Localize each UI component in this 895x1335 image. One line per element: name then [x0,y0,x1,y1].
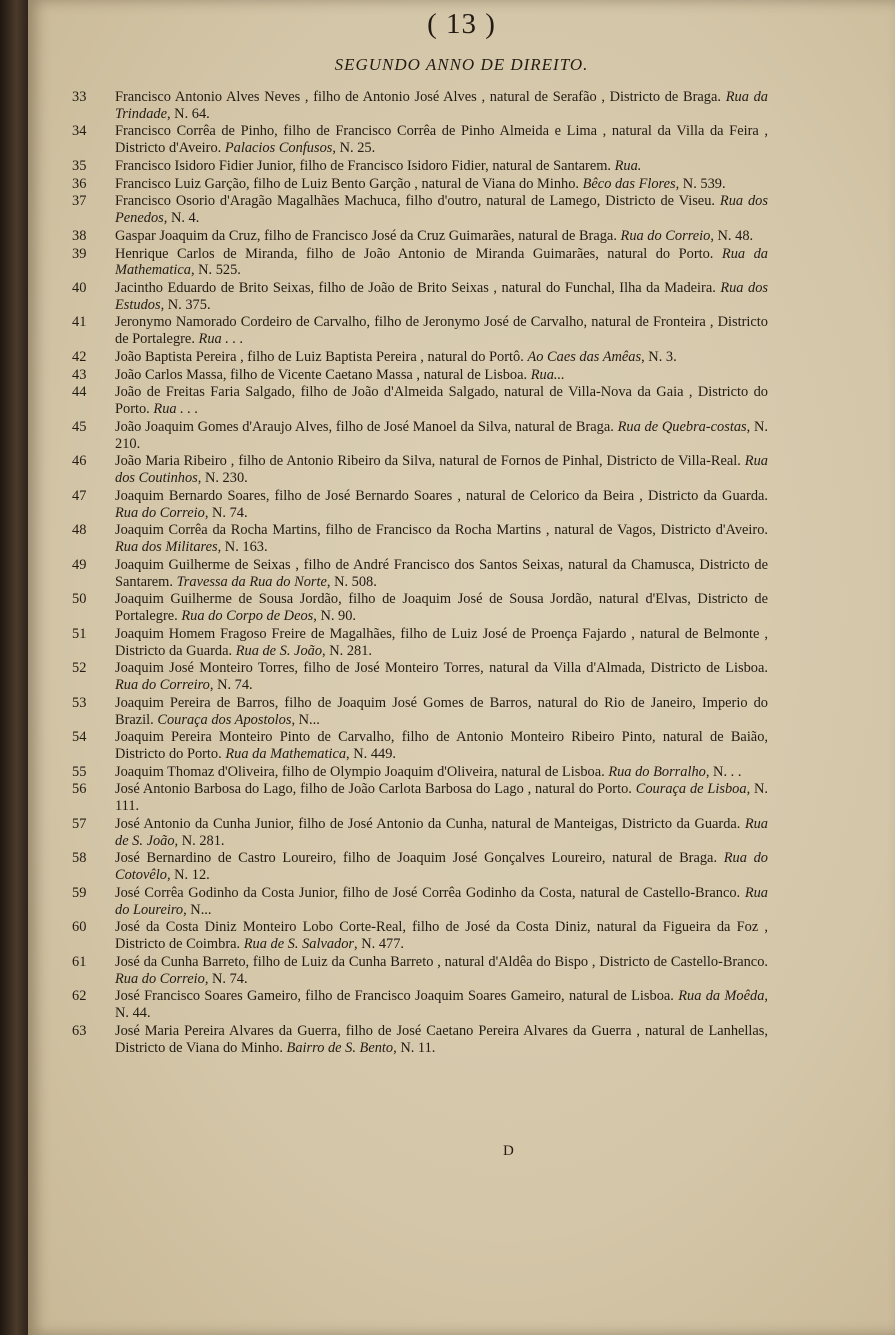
entry-address: Rua... [530,366,565,383]
entry-house-number: , N. 375. [160,296,211,313]
list-item [72,695,768,729]
entry-number: 41 [72,314,87,331]
entry-description: Francisco Antonio Alves Neves , filho de Antonio José Alves , natural de Serafão , Districto de Braga. [115,89,721,105]
entry-description: Gaspar Joaquim da Cruz, filho de Francisco José da Cruz Guimarães, natural de Braga. [115,227,617,244]
entry-number: 35 [72,157,87,174]
entry-number: 38 [72,227,87,244]
entry-number: 56 [72,781,87,798]
list-item [72,660,768,694]
list-item [72,885,768,919]
entry-address: Rua da Trindade [115,89,768,122]
entry-address: Rua do Correio [115,504,205,521]
entry-description: Jeronymo Namorado Cordeiro de Carvalho, filho de Jeronymo José de Carvalho, natural de Fronteira , Districto de Portalegre. [115,314,768,348]
entry-number: 42 [72,348,87,365]
entry-address: Rua de S. João [235,642,323,659]
entry-text [115,123,768,157]
entry-text [115,816,768,850]
list-item [72,764,768,781]
entry-number: 57 [72,815,87,832]
entry-number: 37 [72,193,87,210]
list-item [72,419,768,453]
entry-description: José Francisco Soares Gameiro, filho de Francisco Joaquim Soares Gameiro, natural de Lisboa. [115,988,674,1005]
entry-text [115,695,768,729]
entry-address: Bêco das Flores [582,175,676,192]
list-item [72,781,768,815]
entry-number: 40 [72,280,87,296]
entry-address: Rua . . . [198,331,244,348]
entry-house-number: , N... [183,901,212,918]
entry-description: José Antonio Barbosa do Lago, filho de João Carlota Barbosa do Lago , natural do Porto. [115,781,632,798]
entry-house-number: , N. 4. [163,210,200,227]
entry-house-number: , N. 74. [209,677,253,694]
entry-description: Francisco Osorio d'Aragão Magalhães Machuca, filho d'outro, natural de Lamego, Districto de Viseu. [115,193,715,210]
entry-text [115,193,768,227]
entry-address: Rua dos Militares [115,539,218,556]
entry-description: Joaquim Pereira de Barros, filho de Joaquim José Gomes de Barros, natural do Rio de Janeiro, Imperio do Brazil. [115,694,768,728]
entry-house-number: , N. 74. [204,504,248,521]
entry-description: Joaquim Pereira Monteiro Pinto de Carvalho, filho de Antonio Monteiro Ribeiro Pinto, natural de Baião, Districto do Porto. [115,729,768,762]
entry-address: Rua do Correio [115,970,205,987]
entry-address: Travessa da Rua do Norte [176,573,327,590]
entry-house-number: , N. 25. [332,140,376,157]
entry-text [115,453,768,487]
entry-house-number: , N. 11. [393,1039,436,1056]
list-item [72,557,768,591]
list-item [72,729,768,763]
entry-house-number: , N. 3. [641,348,677,365]
student-list [72,89,768,1057]
entry-text [115,729,768,763]
entry-house-number: , N. 48. [710,227,754,244]
entry-text [115,626,768,660]
list-item [72,522,768,556]
entry-text [115,781,768,815]
list-item [72,850,768,884]
entry-text [115,228,768,245]
entry-description: José Bernardino de Castro Loureiro, filho de Joaquim José Gonçalves Loureiro, natural de Braga. [115,850,718,867]
list-item [72,193,768,227]
entry-number: 34 [72,123,87,140]
list-item [72,367,768,384]
list-item [72,349,768,366]
entry-address: Rua do Correio [620,227,711,244]
entry-address: Rua dos Coutinhos [115,453,768,487]
entry-number: 50 [72,591,87,608]
entry-address: Rua de S. João [115,815,768,849]
entry-address: Rua. [614,157,642,174]
entry-text [115,367,768,384]
entry-text [115,384,768,418]
entry-text [115,885,768,919]
entry-house-number: , N. 230. [197,470,248,487]
entry-text [115,349,768,366]
list-item [72,954,768,988]
entry-number: 62 [72,988,87,1005]
entry-address: Rua do Cotovêlo [115,850,768,884]
entry-house-number: , N. 12. [166,867,210,884]
entry-description: João Joaquim Gomes d'Araujo Alves, filho de José Manoel da Silva, natural de Braga. [115,418,614,435]
entry-text [115,988,768,1022]
list-item [72,89,768,123]
list-item [72,384,768,418]
entry-number: 54 [72,729,87,746]
list-item [72,919,768,953]
entry-text [115,660,768,694]
entry-text [115,419,768,453]
entry-house-number: , N. 44. [115,988,769,1022]
entry-description: José da Cunha Barreto, filho de Luiz da Cunha Barreto , natural d'Aldêa do Bispo , Districto de Castello-Branco. [115,953,768,970]
entry-house-number: , N. 74. [204,970,248,987]
entry-address: Ao Caes das Amêas [527,348,642,365]
entry-house-number: , N. 281. [322,642,372,659]
entry-house-number: , N. 210. [115,418,768,452]
entry-address: Rua do Corpo de Deos [181,608,314,625]
entry-description: Joaquim Homem Fragoso Freire de Magalhães, filho de Luiz José de Proença Fajardo , natural de Belmonte , Districto da Guarda. [115,625,768,659]
entry-text [115,314,768,348]
entry-text [115,591,768,625]
entry-number: 52 [72,660,87,677]
entry-address: Rua da Mathematica [225,745,347,762]
entry-text [115,557,768,591]
entry-house-number: , N. 64. [166,105,210,122]
entry-house-number: , N. 477. [354,936,404,953]
list-item [72,626,768,660]
entry-description: Joaquim Guilherme de Seixas , filho de André Francisco dos Santos Seixas, natural da Chamusca, Districto de Santarem. [115,556,768,590]
entry-text [115,158,768,175]
entry-house-number: , N. 111. [115,781,768,815]
list-item [72,228,768,245]
entry-description: José da Costa Diniz Monteiro Lobo Corte-Real, filho de José da Costa Diniz, natural da Figueira da Foz , Districto de Coimbra. [115,919,768,953]
section-heading: SEGUNDO ANNO DE DIREITO. [334,55,589,74]
signature-mark: D [503,1143,514,1159]
entry-house-number: , N. 281. [174,832,225,849]
entry-house-number: , N... [291,711,320,728]
entry-house-number: , N. 508. [326,573,377,590]
entry-number: 60 [72,919,87,936]
list-item [72,1023,768,1057]
entry-address: Bairro de S. Bento [286,1039,394,1056]
entry-number: 45 [72,418,87,435]
entry-description: João Baptista Pereira , filho de Luiz Baptista Pereira , natural do Portô. [115,348,524,365]
entry-number: 58 [72,850,87,867]
entry-number: 43 [72,366,87,383]
entry-address: Palacios Confusos [224,140,333,157]
page-number: ( 13 ) [427,8,496,40]
entry-house-number: , N. . . [705,763,742,780]
entry-address: Rua de S. Salvador [243,936,355,953]
entry-text [115,954,768,988]
entry-description: João Carlos Massa, filho de Vicente Caetano Massa , natural de Lisboa. [115,366,528,383]
entry-description: José Corrêa Godinho da Costa Junior, filho de José Corrêa Godinho da Costa, natural de Castello-Branco. [115,884,741,901]
entry-text [115,488,768,522]
list-item [72,988,768,1022]
entry-house-number: , N. 539. [675,175,726,192]
entry-description: José Antonio da Cunha Junior, filho de José Antonio da Cunha, natural de Manteigas, Districto da Guarda. [115,815,741,832]
entry-text [115,246,768,280]
list-item [72,123,768,157]
entry-number: 44 [72,384,87,401]
entry-text [115,764,768,781]
list-item [72,816,768,850]
entry-number: 49 [72,556,87,573]
entry-number: 48 [72,522,87,539]
entry-address: Rua . . . [153,401,199,418]
entry-text [115,1023,768,1057]
entry-description: Joaquim José Monteiro Torres, filho de José Monteiro Torres, natural da Villa d'Almada, Districto de Lisboa. [115,660,768,677]
entry-address: Rua da Mathematica [115,245,768,279]
entry-address: Rua dos Penedos [115,193,768,227]
entry-description: Joaquim Thomaz d'Oliveira, filho de Olympio Joaquim d'Oliveira, natural de Lisboa. [115,763,605,780]
list-item [72,176,768,193]
entry-house-number: , N. 525. [190,262,241,279]
entry-house-number: , N. 163. [217,539,268,556]
list-item [72,280,768,314]
entry-text [115,176,768,193]
entry-number: 63 [72,1022,87,1039]
entry-address: Couraça dos Apostolos [157,711,292,728]
entry-number: 47 [72,487,87,504]
entry-address: Rua de Quebra-costas [617,418,747,435]
entry-description: Joaquim Corrêa da Rocha Martins, filho de Francisco da Rocha Martins , natural de Vagos, Districto d'Aveiro. [115,522,768,539]
entry-description: Francisco Luiz Garção, filho de Luiz Bento Garção , natural de Viana do Minho. [115,175,580,192]
entry-description: Francisco Isidoro Fidier Junior, filho de Francisco Isidoro Fidier, natural de Santarem. [115,157,612,174]
entry-number: 61 [72,953,87,970]
entry-description: Joaquim Guilherme de Sousa Jordão, filho de Joaquim José de Sousa Jordão, natural d'Elvas, Districto de Portalegre. [115,591,768,625]
list-item [72,246,768,280]
list-item [72,453,768,487]
entry-address: Rua dos Estudos [115,280,768,313]
list-item [72,314,768,348]
entry-number: 53 [72,694,87,711]
entry-description: João Maria Ribeiro , filho de Antonio Ribeiro da Silva, natural de Fornos de Pinhal, Districto de Villa-Real. [115,453,741,470]
entry-number: 59 [72,884,87,901]
entry-text [115,522,768,556]
entry-address: Rua da Moêda [678,988,765,1005]
entry-address: Rua do Borralho [608,763,706,780]
entry-text [115,850,768,884]
entry-description: João de Freitas Faria Salgado, filho de João d'Almeida Salgado, natural de Villa-Nova da Gaia , Districto do Porto. [115,384,768,418]
entry-house-number: , N. 449. [346,745,397,762]
entry-description: Henrique Carlos de Miranda, filho de João Antonio de Miranda Guimarães, natural do Porto. [115,245,714,262]
entry-description: José Maria Pereira Alvares da Guerra, filho de José Caetano Pereira Alvares da Guerra , natural de Lanhellas, Districto de Viana do Minho. [115,1022,768,1056]
list-item [72,591,768,625]
entry-description: Francisco Corrêa de Pinho, filho de Francisco Corrêa de Pinho Almeida e Lima , natural da Villa da Feira , Districto d'Aveiro. [115,123,768,157]
entry-number: 55 [72,763,87,780]
entry-house-number: , N. 90. [313,608,357,625]
entry-number: 33 [72,89,87,105]
entry-text [115,89,768,123]
entry-text [115,919,768,953]
entry-number: 46 [72,453,87,470]
list-item [72,158,768,175]
entry-number: 36 [72,175,87,192]
entry-address: Couraça de Lisboa [635,781,747,798]
entry-text [115,280,768,314]
entry-description: Jacintho Eduardo de Brito Seixas, filho de João de Brito Seixas , natural do Funchal, Ilha da Madeira. [115,280,716,296]
book-page [28,0,895,1335]
entry-number: 51 [72,625,87,642]
book-binding [0,0,30,1335]
list-item [72,488,768,522]
entry-description: Joaquim Bernardo Soares, filho de José Bernardo Soares , natural de Celorico da Beira , Districto da Guarda. [115,487,768,504]
entry-address: Rua do Loureiro [115,884,768,918]
entry-number: 39 [72,245,87,262]
entry-address: Rua do Correiro [115,677,210,694]
